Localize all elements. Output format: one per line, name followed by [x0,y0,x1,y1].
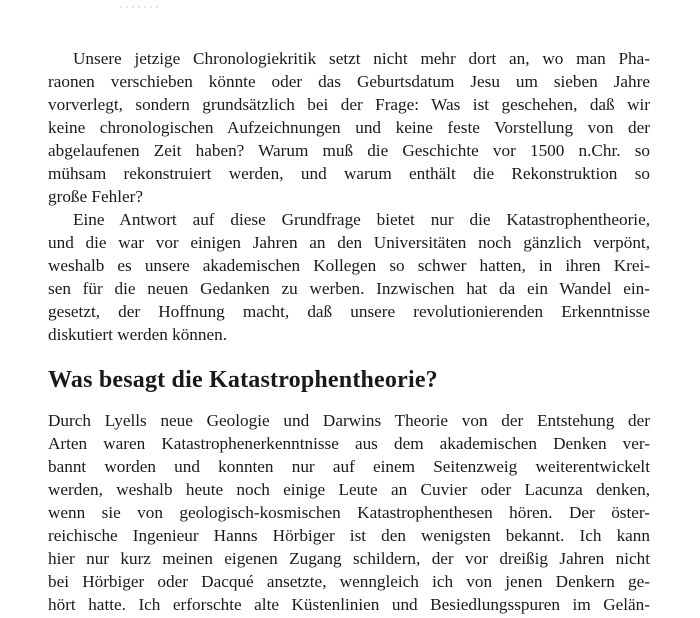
text-line: diskutiert werden können. [48,325,227,344]
text-line: Eine Antwort auf diese Grundfrage bietet nur die Katastrophentheorie, [73,210,650,229]
text-line: abgelaufenen Zeit haben? Warum muß die Geschichte vor 1500 n.Chr. so [48,141,650,160]
text-line: keine chronologischen Aufzeichnungen und keine feste Vorstellung von der [48,118,650,137]
text-line: mühsam rekonstruiert werden, und warum enthält die Rekonstruktion so [48,164,650,183]
text-line: hier nur kurz meinen eigenen Zugang schildern, der vor dreißig Jahren nicht [48,549,650,568]
text-line: vorverlegt, sondern grundsätzlich bei der Frage: Was ist geschehen, daß wir [48,95,650,114]
text-line: bei Hörbiger oder Dacqué ansetzte, wenngleich ich von jenen Denkern ge- [48,572,650,591]
text-line: und die war vor einigen Jahren an den Universitäten noch gänzlich verpönt, [48,233,650,252]
text-line: weshalb es unsere akademischen Kollegen so schwer hatten, in ihren Krei- [48,256,650,275]
text-line: sen für die neuen Gedanken zu werben. Inzwischen hat da ein Wandel ein- [48,279,650,298]
section-heading: Was besagt die Katastrophentheorie? [48,367,438,393]
text-line: Durch Lyells neue Geologie und Darwins Theorie von der Entstehung der [48,411,650,430]
text-line: werden, weshalb heute noch einige Leute an Cuvier oder Lacunza denken, [48,480,650,499]
text-line: Unsere jetzige Chronologiekritik setzt nicht mehr dort an, wo man Pha- [73,49,650,68]
text-line: wenn sie von geologisch-kosmischen Katastrophenthesen hören. Der öster- [48,503,650,522]
text-line: gesetzt, der Hoffnung macht, daß unsere revolutionierenden Erkenntnisse [48,302,650,321]
text-line: große Fehler? [48,187,143,206]
text-line: Arten waren Katastrophenerkenntnisse aus dem akademischen Denken ver- [48,434,650,453]
scan-artifact [120,6,160,8]
text-line: raonen verschieben könnte oder das Geburtsdatum Jesu um sieben Jahre [48,72,650,91]
text-line: reichische Ingenieur Hanns Hörbiger ist den wenigsten bekannt. Ich kann [48,526,650,545]
text-line: bannt worden und konnten nur auf einem Seitenzweig weiterentwickelt [48,457,650,476]
text-line: hört hatte. Ich erforschte alte Küstenlinien und Besiedlungsspuren im Gelän- [48,595,650,614]
